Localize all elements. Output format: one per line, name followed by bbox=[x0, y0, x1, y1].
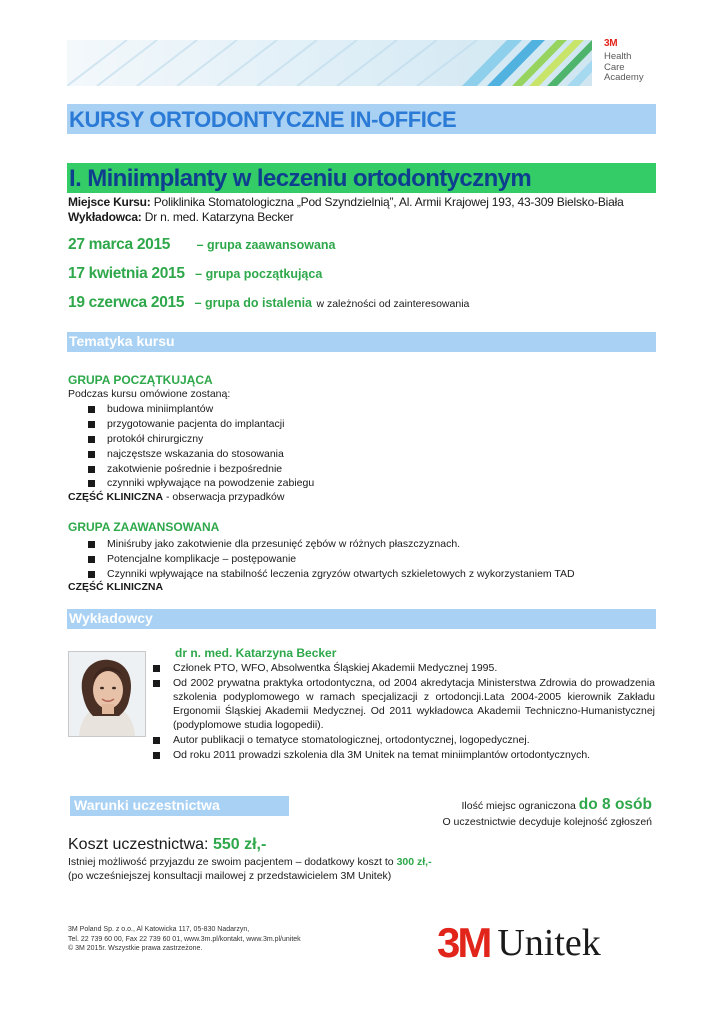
date-group: – grupa zaawansowana bbox=[196, 238, 336, 252]
list-item: Czynniki wpływające na stabilność leczenia zgryzów otwartych szkieletowych z wykorzystaniem TAD bbox=[88, 567, 575, 582]
page-title: KURSY ORTODONTYCZNE IN-OFFICE bbox=[69, 107, 457, 132]
list-item: protokół chirurgiczny bbox=[88, 432, 314, 447]
advanced-heading: GRUPA ZAAWANSOWANA bbox=[68, 520, 220, 534]
extra-cost-price: 300 zł,- bbox=[396, 856, 432, 868]
bullet-square-icon bbox=[88, 480, 95, 487]
beginner-heading: GRUPA POCZĄTKUJĄCA bbox=[68, 373, 213, 387]
cost-label: Koszt uczestnictwa: bbox=[68, 836, 209, 853]
course-lecturer-label: Wykładowca: bbox=[68, 210, 142, 224]
date-group: – grupa początkująca bbox=[195, 267, 323, 281]
lecturers-section-title: Wykładowcy bbox=[69, 610, 153, 626]
beginner-clinical-note: - obserwacja przypadków bbox=[163, 491, 285, 503]
conditions-section-bar bbox=[70, 796, 289, 816]
unitek-logo-text: Unitek bbox=[497, 922, 601, 964]
bullet-square-icon bbox=[88, 466, 95, 473]
footer-line: © 3M 2015r. Wszystkie prawa zastrzeżone. bbox=[68, 945, 203, 952]
advanced-clinical bbox=[68, 581, 163, 593]
academy-line: Care bbox=[604, 61, 625, 73]
topics-section-bar bbox=[67, 332, 656, 352]
footer-line: 3M Poland Sp. z o.o., Al Katowicka 117, 05-830 Nadarzyn, bbox=[68, 926, 250, 933]
advanced-topic-list bbox=[88, 537, 575, 582]
footer-address bbox=[68, 925, 301, 954]
date-value: 27 marca 2015 bbox=[68, 236, 171, 253]
bullet-square-icon bbox=[153, 680, 160, 687]
bullet-square-icon bbox=[88, 421, 95, 428]
bullet-square-icon bbox=[88, 556, 95, 563]
header-banner bbox=[67, 40, 592, 86]
extra-cost-text: Istniej możliwość przyjazdu ze swoim pacjentem – dodatkowy koszt to bbox=[68, 856, 394, 868]
3m-logo-text: 3M bbox=[437, 919, 490, 966]
seats-label: Ilość miejsc ograniczona bbox=[461, 800, 576, 812]
list-item: przygotowanie pacjenta do implantacji bbox=[88, 417, 314, 432]
beginner-intro: Podczas kursu omówione zostaną: bbox=[68, 388, 231, 400]
beginner-clinical-label: CZĘŚĆ KLINICZNA bbox=[68, 491, 164, 503]
extra-cost-consult-note: (po wcześniejszej konsultacji mailowej z przedstawicielem 3M Unitek) bbox=[68, 870, 392, 882]
date-note: w zależności od zainteresowania bbox=[316, 298, 470, 310]
cost-value: 550 zł,- bbox=[212, 836, 267, 853]
list-item: najczęstsze wskazania do stosowania bbox=[88, 447, 314, 462]
list-item: Od roku 2011 prowadzi szkolenia dla 3M Unitek na temat miniimplantów ortodontycznych. bbox=[153, 748, 655, 762]
bullet-square-icon bbox=[153, 665, 160, 672]
bullet-square-icon bbox=[88, 571, 95, 578]
bullet-square-icon bbox=[88, 436, 95, 443]
date-group: – grupa do istalenia bbox=[194, 296, 312, 310]
list-item: zakotwienie pośrednie i bezpośrednie bbox=[88, 462, 314, 477]
date-row bbox=[68, 294, 469, 312]
cost-line bbox=[68, 836, 266, 854]
lecturer-bio-list bbox=[153, 661, 655, 763]
topics-section-title: Tematyka kursu bbox=[69, 333, 175, 349]
lecturers-section-bar bbox=[67, 609, 656, 629]
course-lecturer bbox=[68, 210, 293, 224]
bullet-square-icon bbox=[153, 752, 160, 759]
list-item: Członek PTO, WFO, Absolwentka Śląskiej Akademii Medycznej 1995. bbox=[153, 661, 655, 675]
date-value: 17 kwietnia 2015 bbox=[68, 265, 185, 282]
seats-value: do 8 osób bbox=[578, 796, 652, 813]
course-place-label: Miejsce Kursu: bbox=[68, 195, 151, 209]
date-value: 19 czerwca 2015 bbox=[68, 294, 185, 311]
course-place bbox=[68, 195, 624, 209]
advanced-clinical-label: CZĘŚĆ KLINICZNA bbox=[68, 581, 164, 593]
seats-info bbox=[461, 796, 652, 814]
list-item: czynniki wpływające na powodzenie zabiegu bbox=[88, 476, 314, 491]
bullet-square-icon bbox=[88, 406, 95, 413]
footer-line: Tel. 22 739 60 00, Fax 22 739 60 01, www.3m.pl/kontakt, www.3m.pl/unitek bbox=[68, 935, 301, 943]
seats-note: O uczestnictwie decyduje kolejność zgłoszeń bbox=[442, 816, 652, 828]
lecturer-name: dr n. med. Katarzyna Becker bbox=[175, 646, 337, 660]
academy-line: Health bbox=[604, 51, 632, 62]
extra-cost-note bbox=[68, 856, 432, 868]
page-title-bar bbox=[67, 104, 656, 134]
bullet-square-icon bbox=[88, 451, 95, 458]
list-item: budowa miniimplantów bbox=[88, 402, 314, 417]
beginner-clinical bbox=[68, 491, 284, 503]
academy-line: Academy bbox=[604, 72, 644, 83]
bullet-square-icon bbox=[88, 541, 95, 548]
course-heading-bar bbox=[67, 163, 656, 193]
course-heading: I. Miniimplanty w leczeniu ortodontycznym bbox=[69, 165, 532, 192]
health-care-academy-3m-logo: 3M bbox=[604, 38, 618, 49]
3m-unitek-logo bbox=[437, 919, 601, 965]
beginner-topic-list bbox=[88, 402, 314, 491]
date-row bbox=[68, 236, 336, 254]
course-place-value: Poliklinika Stomatologiczna „Pod Szyndzielnią”, Al. Armii Krajowej 193, 43-309 Bielsko-Biała bbox=[153, 195, 624, 209]
bullet-square-icon bbox=[153, 737, 160, 744]
date-row bbox=[68, 265, 322, 283]
list-item: Miniśruby jako zakotwienie dla przesunięć zębów w różnych płaszczyznach. bbox=[88, 537, 575, 552]
list-item: Autor publikacji o tematyce stomatologicznej, ortodontycznej, logopedycznej. bbox=[153, 733, 655, 747]
list-item: Potencjalne komplikacje – postępowanie bbox=[88, 552, 575, 567]
banner-graphic bbox=[67, 40, 592, 86]
list-item: Od 2002 prywatna praktyka ortodontyczna, od 2004 akredytacja Ministerstwa Zdrowia do prowadzenia szkolenia podyplomowego w ramach specjalizacji z ortodoncji.Lata 2004-2005 kierownik Zakładu Ergonomii Śląskiej Akademii Medycznej. Od 2011 wykładowca Akademii Techniczno-Humanistycznej (podyplomowe studia logopedii). bbox=[153, 676, 655, 732]
conditions-section-title: Warunki uczestnictwa bbox=[74, 797, 220, 813]
course-lecturer-value: Dr n. med. Katarzyna Becker bbox=[144, 210, 294, 224]
lecturer-photo bbox=[68, 651, 146, 737]
lecturer-portrait-icon bbox=[69, 652, 145, 736]
health-care-academy-logo bbox=[604, 52, 644, 84]
